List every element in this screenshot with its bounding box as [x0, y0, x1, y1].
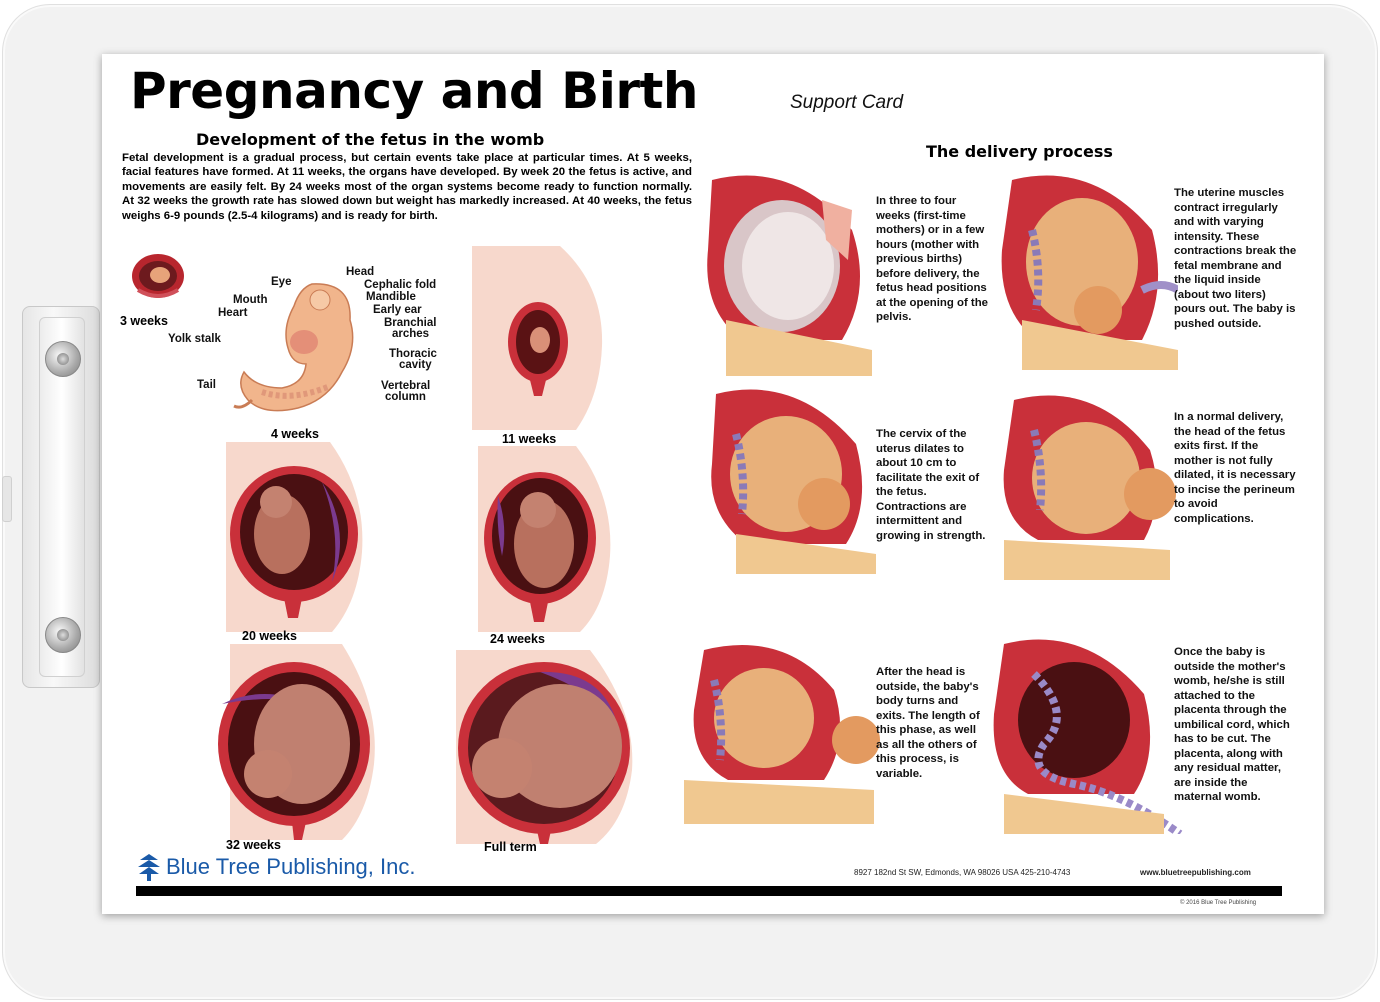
part-early-ear: Early ear	[373, 304, 422, 316]
part-thoracic-2: cavity	[399, 359, 432, 371]
publisher-logo[interactable]	[136, 852, 415, 882]
part-branchial-2: arches	[392, 328, 430, 340]
delivery-heading: The delivery process	[926, 142, 1113, 161]
delivery-step-5-illustration	[684, 640, 884, 824]
publisher-website[interactable]: www.bluetreepublishing.com	[1140, 868, 1251, 877]
part-heart: Heart	[218, 307, 248, 319]
part-mandible: Mandible	[366, 291, 416, 303]
stage-label-11-weeks: 11 weeks	[502, 432, 557, 446]
publisher-address: 8927 182nd St SW, Edmonds, WA 98026 USA 425-210-4743	[854, 868, 1071, 877]
stage-label-24-weeks: 24 weeks	[490, 632, 545, 646]
delivery-step-2-illustration	[992, 170, 1178, 370]
part-cephalic-fold: Cephalic fold	[364, 279, 437, 291]
rivet-top	[45, 341, 81, 377]
support-card	[102, 54, 1324, 914]
fetus-24-weeks-illustration	[468, 446, 616, 632]
delivery-step-3-illustration	[706, 384, 876, 574]
stage-label-full-term: Full term	[484, 840, 537, 854]
page-title: Pregnancy and Birth	[130, 62, 699, 120]
development-heading: Development of the fetus in the womb	[196, 130, 545, 149]
rivet-bottom	[45, 617, 81, 653]
fetus-full-term-illustration	[440, 650, 636, 844]
clipboard-clip[interactable]	[22, 306, 100, 688]
stage-label-4-weeks: 4 weeks	[271, 427, 319, 441]
stage-label-32-weeks: 32 weeks	[226, 838, 281, 852]
part-branchial-1: Branchial	[384, 317, 437, 329]
delivery-step-6-text: Once the baby is outside the mother's womb, he/she is still attached to the placenta through the umbilical cord, which has to be cut. The placenta, along with any residual matter, are inside the maternal womb.	[1174, 646, 1290, 803]
delivery-step-4-illustration	[994, 390, 1180, 580]
tree-logo-icon	[136, 852, 162, 882]
fetus-11-weeks-illustration	[464, 246, 612, 430]
part-tail: Tail	[197, 379, 216, 391]
part-thoracic-1: Thoracic	[389, 348, 437, 360]
copyright: © 2016 Blue Tree Publishing	[1180, 900, 1257, 906]
part-vertebral-2: column	[385, 391, 426, 403]
embryo-3-weeks-illustration	[128, 250, 188, 304]
delivery-step-1-text: In three to four weeks (first-time mothers) or in a few hours (mother with previous births) before delivery, the fetus head positions at the opening of the pelvis.	[876, 195, 988, 323]
fetus-32-weeks-illustration	[202, 644, 382, 840]
fetus-20-weeks-illustration	[202, 442, 368, 632]
part-head: Head	[346, 266, 375, 278]
clipboard-notch	[2, 476, 12, 522]
footer-bar	[136, 886, 1282, 896]
page-subtitle: Support Card	[790, 92, 904, 113]
delivery-step-1-illustration	[702, 170, 874, 376]
stage-label-3-weeks: 3 weeks	[120, 314, 168, 328]
publisher-name: Blue Tree Publishing, Inc.	[166, 854, 416, 879]
delivery-step-5-text: After the head is outside, the baby's body turns and exits. The length of this phase, as well as all the others of this process, is variable.	[876, 666, 980, 780]
delivery-step-2-text: The uterine muscles contract irregularly and with varying intensity. These contractions break the fetal membrane and the liquid inside (about two liters) pours out. The baby is pushed outside.	[1174, 187, 1297, 330]
part-mouth: Mouth	[233, 294, 268, 306]
part-eye: Eye	[271, 276, 292, 288]
delivery-step-3-text: The cervix of the uterus dilates to about 10 cm to facilitate the exit of the fetus. Contractions are intermittent and growing in strength.	[876, 428, 986, 542]
delivery-step-4-text: In a normal delivery, the head of the fetus exits first. If the mother is not fully dilated, it is necessary to incise the perineum to avoid complications.	[1174, 411, 1296, 525]
part-yolk-stalk: Yolk stalk	[168, 333, 221, 345]
development-intro: Fetal development is a gradual process, but certain events take place at particular times. At 5 weeks, facial features have formed. At 11 weeks, the organs have developed. By week 20 the fetus is active, and movements are easily felt. By 24 weeks most of the organ systems become ready to function normally. At 32 weeks the growth rate has slowed down but weight has markedly increased. At 40 weeks, the fetus weighs 6-9 pounds (2.5-4 kilograms) and is ready for birth.	[122, 152, 692, 222]
part-vertebral-1: Vertebral	[381, 380, 431, 392]
delivery-step-6-illustration	[984, 634, 1184, 834]
stage-label-20-weeks: 20 weeks	[242, 629, 297, 643]
